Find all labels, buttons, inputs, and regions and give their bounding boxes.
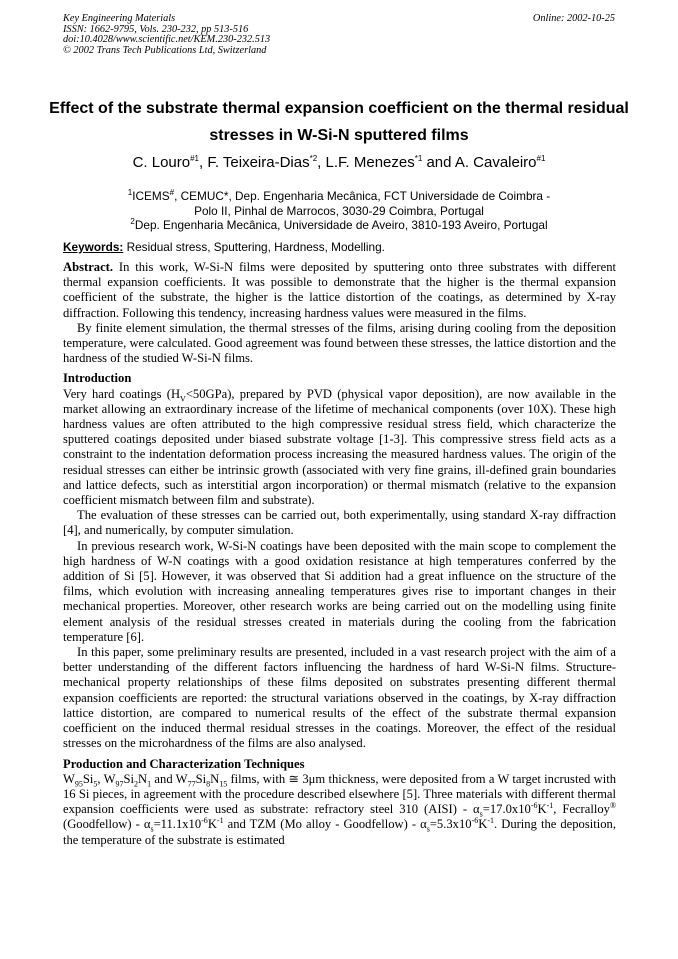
subscript: s xyxy=(426,824,430,834)
section-heading: Introduction xyxy=(63,371,132,386)
paper-title: Effect of the substrate thermal expansion coefficient on the thermal residual stresses in W-Si-N sputtered films xyxy=(49,100,629,144)
doi: doi:10.4028/www.scientific.net/KEM.230-232.513 xyxy=(63,34,271,46)
page-header xyxy=(63,14,615,56)
subscript: 5 xyxy=(93,779,98,789)
subscript: 1 xyxy=(147,779,152,789)
authors: C. Louro$^{\#1}$, F. Teixeira-Dias$^{*2}$, L.F. Menezes$^{*1}$ and A. Cavaleiro$^{\#1}$ xyxy=(132,154,546,171)
affiliation-line: $^1$ICEMS#, CEMUC*, Dep. Engenharia Mecânica, FCT Universidade de Coimbra - xyxy=(127,188,551,203)
paragraph: By finite element simulation, the thermal stresses of the films, arising during cooling from the deposition temperature, were calculated. Good agreement was found between these stresses, the lattice distortion and the hardness of the studied W-Si-N films. xyxy=(63,320,616,366)
subscript: s xyxy=(479,809,483,819)
keywords-text: Residual stress, Sputtering, Hardness, Modelling. xyxy=(123,240,385,254)
copyright: © 2002 Trans Tech Publications Ltd, Switzerland xyxy=(63,44,267,56)
supscript: *1 xyxy=(414,154,423,163)
body-text xyxy=(63,260,616,848)
supscript: 2 xyxy=(130,217,135,227)
affiliations xyxy=(40,189,638,233)
supscript: #1 xyxy=(190,154,200,163)
paragraph: $W_{95}Si_5$, $W_{97}Si_2N_1$ and $W_{77}Si_8N_{15}$ films, with ≅ 3μm thickness, were deposited from a W target incrusted with 16 Si pieces, in agreement with the procedure described elsewhere [5]. Three materials with different thermal expansion coefficients were used as substrate: refractory steel 310 (AISI) - $\alpha_s=17.0x10^{-6}K^{-1}$, Fecralloy® (Goodfellow) - $\alpha_s=11.1x10^{-6}K^{-1}$ and TZM (Mo alloy - Goodfellow) - $\alpha_s=5.3x10^{-6}K^{-1}$. During the deposition, the temperature of the substrate is estimated xyxy=(63,771,617,847)
affiliation-line: $^2$Dep. Engenharia Mecânica, Universidade de Aveiro, 3810-193 Aveiro, Portugal xyxy=(130,217,548,232)
subscript: 95 xyxy=(74,779,83,789)
supscript: *2 xyxy=(309,154,318,163)
paragraph: The evaluation of these stresses can be carried out, both experimentally, using standard X-ray diffraction [4], and numerically, by computer simulation. xyxy=(63,508,616,538)
online-date: Online: 2002-10-25 xyxy=(532,13,615,24)
run-in-heading: Abstract. xyxy=(63,260,114,274)
paragraph: In this paper, some preliminary results are presented, included in a vast research project with the aim of a better understanding of the different factors influencing the hardness of hard W-Si-N films. Structure-mechanical property relationships of these films deposited on substrates presenting different thermal expansion coefficients are reported: the structural variations observed in the coatings, by X-ray diffraction lattice distortion, are compared to numerical results of the effect of the substrate thermal expansion coefficient on the induced thermal residual stresses in the coatings. Moreover, the effect of the residual stresses on the microhardness of the films are also analysed. xyxy=(63,645,616,751)
supscript: -6 xyxy=(530,800,538,810)
section-heading: Production and Characterization Techniques xyxy=(63,756,305,771)
supscript: # xyxy=(169,188,175,198)
supscript: 1 xyxy=(127,188,133,198)
journal-name: Key Engineering Materials xyxy=(63,13,176,24)
subscript: 2 xyxy=(134,779,139,789)
supscript: -1 xyxy=(216,816,224,826)
paragraph: Abstract. In this work, W-Si-N films were deposited by sputtering onto three substrates with different thermal expansion coefficients. It was possible to demonstrate that the higher is the thermal expansion coefficient of the substrate, the higher is the lattice distortion of the coatings, as determined by X-ray diffraction. Following this tendency, increasing hardness values were measured in the films. xyxy=(63,260,616,320)
subscript: s xyxy=(150,824,154,834)
subscript: 97 xyxy=(115,779,124,789)
affiliation-line: Polo II, Pinhal de Marrocos, 3030-29 Coimbra, Portugal xyxy=(194,203,484,218)
subscript: 77 xyxy=(187,779,196,789)
paragraph: In previous research work, W-Si-N coatings have been deposited with the main scope to complement the high hardness of W-N coatings with a good oxidation resistance at high temperatures conferred by the addition of Si [5]. However, it was observed that Si addition had a great influence on the structure of the films, which evolution with increasing annealing temperatures gives rise to important changes in their mechanical properties. Moreover, other research works are being carried out on the modelling using finite element analysis of the residual stresses created in materials during the cooling from the fabrication temperature [6]. xyxy=(63,538,616,644)
supscript: -1 xyxy=(546,800,554,810)
keywords-label: Keywords: xyxy=(63,240,124,254)
supscript: ® xyxy=(609,800,617,810)
keywords xyxy=(63,240,385,254)
subscript: V xyxy=(180,394,186,404)
supscript: #1 xyxy=(536,154,546,163)
supscript: -6 xyxy=(201,816,208,826)
supscript: -1 xyxy=(487,816,495,826)
issn: ISSN: 1662-9795, Vols. 230-232, pp 513-516 xyxy=(63,23,249,35)
paragraph: Very hard coatings $(H_V<50GPa)$, prepared by PVD (physical vapor deposition), are now available in the market allowing an extraordinary increase of the lifetime of mechanical components (over 10X). These high hardness values are often attributed to the high compressive residual stress field, which characterize the sputtered coatings deposited under biased substrate voltage [1-3]. This compressive stress field acts as a constraint to the indentation deformation process increasing the measured hardness values. The origin of the residual stresses can either be intrinsic growth (associated with very fine grains, ill-defined grain boundaries and lattice defects, such as interstitial argon incorporation) or thermal mismatch (relative to the expansion coefficient mismatch between film and substrate). xyxy=(63,386,617,508)
supscript: -6 xyxy=(471,816,479,826)
subscript: 15 xyxy=(219,779,228,789)
subscript: 8 xyxy=(206,779,211,789)
